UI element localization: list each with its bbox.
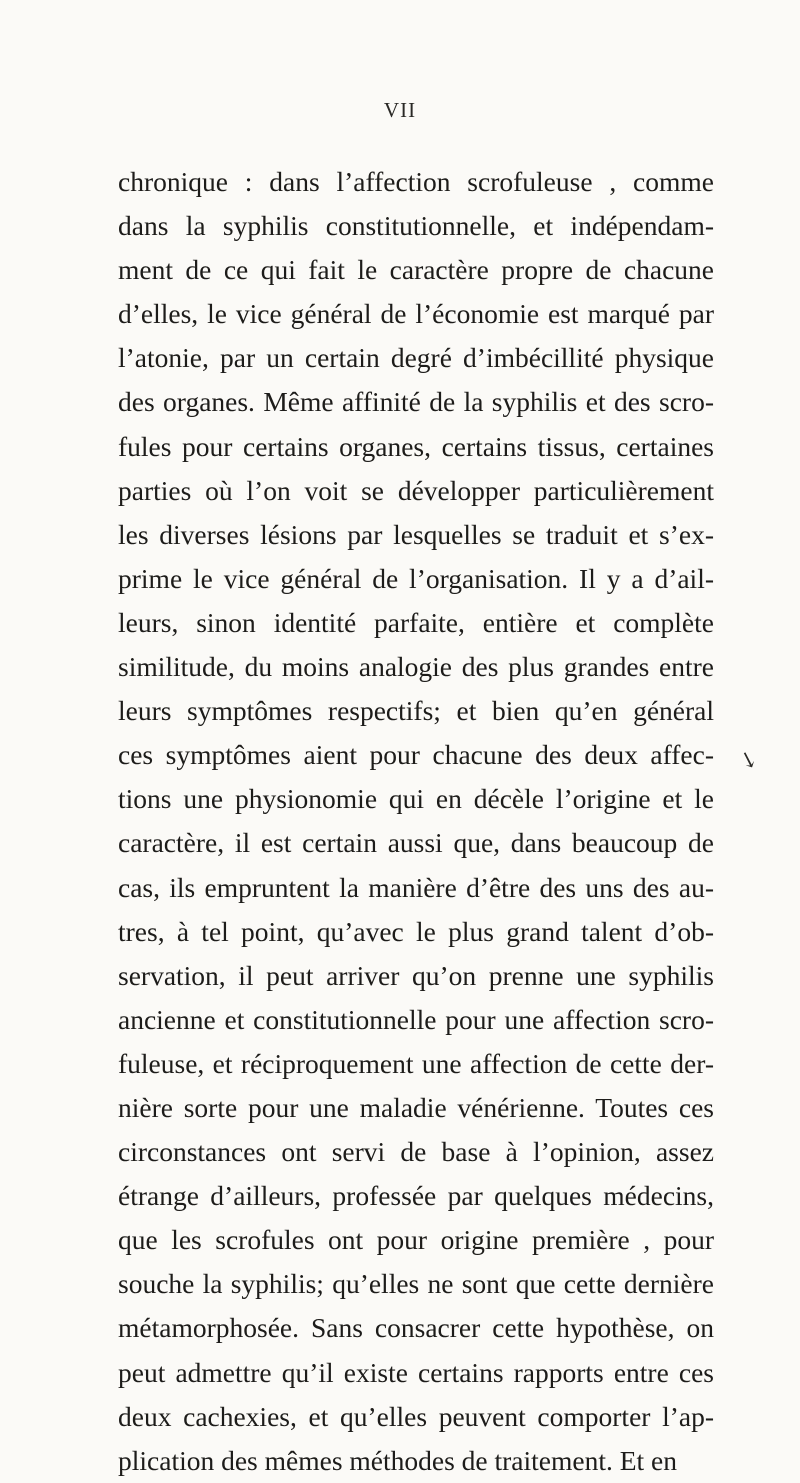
text-line: des organes. Même affinité de la syphilis et des scro- bbox=[118, 386, 714, 418]
text-line: deux cachexies, et qu’elles peuvent comporter l’ap- bbox=[118, 1400, 714, 1432]
text-line: étrange d’ailleurs, professée par quelques médecins, bbox=[118, 1180, 714, 1212]
text-line: circonstances ont servi de base à l’opinion, assez bbox=[118, 1136, 714, 1168]
text-line: tres, à tel point, qu’avec le plus grand talent d’ob- bbox=[118, 915, 714, 947]
text-line: dans la syphilis constitutionnelle, et indépendam- bbox=[118, 210, 714, 242]
margin-mark-icon: ↘ bbox=[735, 744, 762, 775]
text-line: ancienne et constitutionnelle pour une affection scro- bbox=[118, 1003, 714, 1035]
text-line: ment de ce qui fait le caractère propre de chacune bbox=[118, 254, 714, 286]
text-line: les diverses lésions par lesquelles se traduit et s’ex- bbox=[118, 518, 714, 550]
text-line: prime le vice général de l’organisation. Il y a d’ail- bbox=[118, 562, 714, 594]
text-line: tions une physionomie qui en décèle l’origine et le bbox=[118, 783, 714, 815]
text-line: caractère, il est certain aussi que, dans beaucoup de bbox=[118, 827, 714, 859]
text-line: l’atonie, par un certain degré d’imbécillité physique bbox=[118, 342, 714, 374]
text-line: fuleuse, et réciproquement une affection de cette der- bbox=[118, 1047, 714, 1079]
text-line: fules pour certains organes, certains tissus, certaines bbox=[118, 430, 714, 462]
text-line: souche la syphilis; qu’elles ne sont que cette dernière bbox=[118, 1268, 714, 1300]
text-line: d’elles, le vice général de l’économie est marqué par bbox=[118, 298, 714, 330]
page-number: VII bbox=[383, 98, 417, 122]
text-line: servation, il peut arriver qu’on prenne une syphilis bbox=[118, 959, 714, 991]
text-line: similitude, du moins analogie des plus grandes entre bbox=[118, 651, 714, 683]
text-line: cas, ils empruntent la manière d’être des uns des au- bbox=[118, 871, 714, 903]
text-line: ces symptômes aient pour chacune des deux affec- bbox=[118, 739, 714, 771]
text-line: nière sorte pour une maladie vénérienne. Toutes ces bbox=[118, 1091, 714, 1123]
text-line: peut admettre qu’il existe certains rapports entre ces bbox=[118, 1356, 714, 1388]
text-line: que les scrofules ont pour origine première , pour bbox=[118, 1224, 714, 1256]
text-line: plication des mêmes méthodes de traitement. Et en bbox=[118, 1444, 677, 1476]
text-line: métamorphosée. Sans consacrer cette hypothèse, on bbox=[118, 1312, 714, 1344]
text-line: parties où l’on voit se développer particulièrement bbox=[118, 474, 714, 506]
text-line: leurs, sinon identité parfaite, entière et complète bbox=[118, 606, 714, 638]
text-line: leurs symptômes respectifs; et bien qu’en général bbox=[118, 695, 714, 727]
body-text bbox=[118, 160, 714, 1483]
text-line: chronique : dans l’affection scrofuleuse , comme bbox=[118, 166, 714, 197]
